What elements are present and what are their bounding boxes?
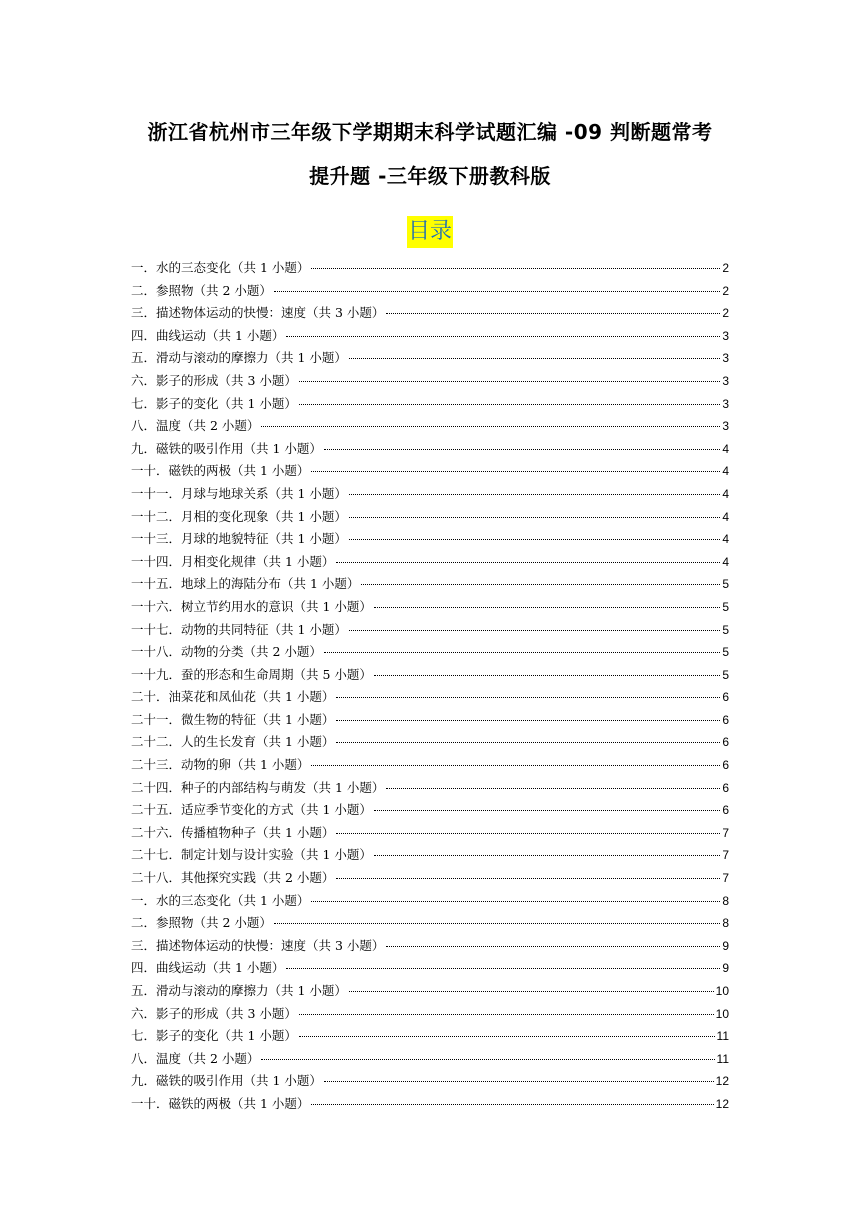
toc-dot-leader bbox=[349, 516, 720, 518]
toc-dot-leader bbox=[374, 606, 720, 608]
toc-entry[interactable] bbox=[131, 958, 729, 981]
toc-dot-leader bbox=[336, 832, 720, 834]
toc-entry[interactable] bbox=[131, 800, 729, 823]
toc-entry-page-number: 10 bbox=[715, 1006, 729, 1021]
toc-entry[interactable] bbox=[131, 981, 729, 1004]
toc-entry[interactable] bbox=[131, 348, 729, 371]
toc-entry[interactable] bbox=[131, 439, 729, 462]
toc-dot-leader bbox=[274, 290, 720, 292]
toc-entry-label: 一．水的三态变化（共 1 小题） bbox=[131, 260, 310, 275]
toc-entry[interactable] bbox=[131, 845, 729, 868]
toc-entry-page-number: 2 bbox=[722, 283, 729, 298]
toc-entry-page-number: 3 bbox=[722, 351, 729, 366]
toc-entry-page-number: 6 bbox=[722, 735, 729, 750]
toc-entry[interactable] bbox=[131, 755, 729, 778]
toc-entry-page-number: 3 bbox=[722, 396, 729, 411]
toc-dot-leader bbox=[386, 787, 720, 789]
toc-entry-page-number: 5 bbox=[722, 599, 729, 614]
toc-entry-page-number: 11 bbox=[716, 1029, 729, 1044]
toc-dot-leader bbox=[361, 583, 720, 585]
toc-entry-label: 四．曲线运动（共 1 小题） bbox=[131, 327, 285, 343]
toc-entry-label: 二十四．种子的内部结构与萌发（共 1 小题） bbox=[131, 779, 385, 795]
toc-entry-label: 一十八．动物的分类（共 2 小题） bbox=[131, 644, 322, 660]
toc-entry-label: 七．影子的变化（共 1 小题） bbox=[131, 1028, 297, 1044]
toc-entry-label: 一十一．月球与地球关系（共 1 小题） bbox=[131, 485, 347, 501]
toc-entry-page-number: 6 bbox=[722, 803, 729, 818]
toc-entry[interactable] bbox=[131, 868, 729, 891]
toc-dot-leader bbox=[349, 629, 720, 631]
toc-entry-label: 六．影子的形成（共 3 小题） bbox=[131, 372, 297, 388]
toc-dot-leader bbox=[311, 470, 720, 472]
toc-entry-label: 四．曲线运动（共 1 小题） bbox=[131, 960, 285, 976]
toc-entry[interactable] bbox=[131, 574, 729, 597]
toc-dot-leader bbox=[349, 538, 720, 540]
toc-dot-leader bbox=[286, 967, 720, 969]
toc-dot-leader bbox=[261, 425, 720, 427]
toc-entry-page-number: 4 bbox=[722, 464, 729, 479]
toc-heading-container bbox=[0, 216, 860, 248]
toc-entry[interactable] bbox=[131, 281, 729, 304]
toc-entry-label: 二十六．传播植物种子（共 1 小题） bbox=[131, 824, 335, 840]
toc-entry-label: 三．描述物体运动的快慢：速度（共 3 小题） bbox=[131, 305, 385, 321]
toc-entry-label: 五．滑动与滚动的摩擦力（共 1 小题） bbox=[131, 350, 347, 366]
toc-entry-page-number: 5 bbox=[722, 667, 729, 682]
toc-dot-leader bbox=[336, 561, 720, 563]
toc-entry[interactable] bbox=[131, 371, 729, 394]
toc-entry-label: 二十七．制定计划与设计实验（共 1 小题） bbox=[131, 847, 372, 863]
toc-entry-label: 六．影子的形成（共 3 小题） bbox=[131, 1005, 297, 1021]
toc-dot-leader bbox=[374, 809, 720, 811]
toc-entry[interactable] bbox=[131, 687, 729, 710]
toc-entry-label: 七．影子的变化（共 1 小题） bbox=[131, 395, 297, 411]
toc-entry[interactable] bbox=[131, 484, 729, 507]
toc-entry-page-number: 7 bbox=[722, 871, 729, 886]
toc-entry-page-number: 5 bbox=[722, 622, 729, 637]
toc-entry[interactable] bbox=[131, 642, 729, 665]
toc-dot-leader bbox=[336, 719, 720, 721]
toc-entry-label: 一十五．地球上的海陆分布（共 1 小题） bbox=[131, 576, 360, 592]
toc-entry-label: 一十三．月球的地貌特征（共 1 小题） bbox=[131, 531, 347, 547]
toc-dot-leader bbox=[299, 1035, 715, 1037]
toc-dot-leader bbox=[374, 674, 720, 676]
toc-entry[interactable] bbox=[131, 258, 729, 281]
toc-entry-label: 一十二．月相的变化现象（共 1 小题） bbox=[131, 508, 347, 524]
toc-entry[interactable] bbox=[131, 1049, 729, 1072]
toc-entry-label: 一十九．蚕的形态和生命周期（共 5 小题） bbox=[131, 666, 372, 682]
toc-entry[interactable] bbox=[131, 710, 729, 733]
toc-entry[interactable] bbox=[131, 778, 729, 801]
toc-dot-leader bbox=[336, 741, 720, 743]
toc-dot-leader bbox=[261, 1058, 714, 1060]
toc-entry[interactable] bbox=[131, 529, 729, 552]
toc-entry-page-number: 4 bbox=[722, 509, 729, 524]
toc-dot-leader bbox=[336, 877, 720, 879]
toc-entry[interactable] bbox=[131, 394, 729, 417]
toc-entry-page-number: 3 bbox=[722, 419, 729, 434]
toc-dot-leader bbox=[299, 1013, 714, 1015]
toc-dot-leader bbox=[299, 403, 720, 405]
toc-dot-leader bbox=[324, 448, 720, 450]
toc-entry-label: 一十．磁铁的两极（共 1 小题） bbox=[131, 1095, 310, 1111]
toc-entry-page-number: 8 bbox=[722, 916, 729, 931]
toc-dot-leader bbox=[311, 267, 720, 269]
toc-dot-leader bbox=[336, 696, 720, 698]
toc-entry-label: 二十．油菜花和凤仙花（共 1 小题） bbox=[131, 689, 335, 705]
toc-entry-label: 一．水的三态变化（共 1 小题） bbox=[131, 892, 310, 908]
toc-entry-page-number: 3 bbox=[722, 373, 729, 388]
toc-entry-page-number: 6 bbox=[722, 690, 729, 705]
toc-entry-page-number: 4 bbox=[722, 532, 729, 547]
toc-dot-leader bbox=[311, 764, 720, 766]
toc-entry-page-number: 9 bbox=[722, 961, 729, 976]
toc-dot-leader bbox=[286, 335, 720, 337]
toc-entry-page-number: 4 bbox=[722, 486, 729, 501]
toc-entry-label: 一十．磁铁的两极（共 1 小题） bbox=[131, 463, 310, 479]
toc-entry-label: 九．磁铁的吸引作用（共 1 小题） bbox=[131, 440, 322, 456]
toc-entry-label: 九．磁铁的吸引作用（共 1 小题） bbox=[131, 1073, 322, 1089]
toc-entry-page-number: 5 bbox=[722, 645, 729, 660]
toc-entry-page-number: 6 bbox=[722, 712, 729, 727]
toc-entry-page-number: 11 bbox=[716, 1051, 729, 1066]
toc-dot-leader bbox=[386, 312, 720, 314]
toc-entry-page-number: 10 bbox=[715, 984, 729, 998]
toc-entry-label: 五．滑动与滚动的摩擦力（共 1 小题） bbox=[131, 983, 347, 998]
toc-entry[interactable] bbox=[131, 1071, 729, 1094]
toc-dot-leader bbox=[374, 854, 720, 856]
toc-entry[interactable] bbox=[131, 326, 729, 349]
toc-entry[interactable] bbox=[131, 891, 729, 914]
toc-entry-label: 二十二．人的生长发育（共 1 小题） bbox=[131, 734, 335, 750]
toc-entry-label: 一十四．月相变化规律（共 1 小题） bbox=[131, 553, 335, 569]
toc-entry-page-number: 8 bbox=[722, 893, 729, 908]
toc-dot-leader bbox=[274, 922, 720, 924]
toc-entry-page-number: 12 bbox=[715, 1074, 729, 1089]
toc-entry[interactable] bbox=[131, 823, 729, 846]
toc-entry[interactable] bbox=[131, 1004, 729, 1027]
document-title-line-1: 浙江省杭州市三年级下学期期末科学试题汇编 -09 判断题常考 bbox=[147, 120, 713, 144]
toc-entry-label: 二十一．微生物的特征（共 1 小题） bbox=[131, 711, 335, 727]
toc-entry-page-number: 4 bbox=[722, 441, 729, 456]
toc-entry[interactable] bbox=[131, 461, 729, 484]
toc-entry-label: 二．参照物（共 2 小题） bbox=[131, 282, 272, 298]
toc-entry-label: 二．参照物（共 2 小题） bbox=[131, 915, 272, 931]
toc-dot-leader bbox=[386, 945, 720, 947]
toc-entry-page-number: 9 bbox=[722, 938, 729, 953]
table-of-contents bbox=[131, 258, 729, 1117]
toc-dot-leader bbox=[349, 493, 720, 495]
document-title-line-2: 提升题 -三年级下册教科版 bbox=[309, 164, 551, 188]
toc-entry[interactable] bbox=[131, 1094, 729, 1117]
toc-entry-label: 三．描述物体运动的快慢：速度（共 3 小题） bbox=[131, 937, 385, 953]
toc-entry-page-number: 7 bbox=[722, 825, 729, 840]
toc-entry[interactable] bbox=[131, 552, 729, 575]
toc-entry[interactable] bbox=[131, 1026, 729, 1049]
toc-entry[interactable] bbox=[131, 507, 729, 530]
toc-entry[interactable] bbox=[131, 597, 729, 620]
toc-entry-label: 二十五．适应季节变化的方式（共 1 小题） bbox=[131, 802, 372, 818]
toc-entry-label: 二十八．其他探究实践（共 2 小题） bbox=[131, 870, 335, 886]
toc-entry[interactable] bbox=[131, 913, 729, 936]
toc-entry-label: 二十三．动物的卵（共 1 小题） bbox=[131, 757, 310, 773]
toc-entry-label: 一十六．树立节约用水的意识（共 1 小题） bbox=[131, 598, 372, 614]
toc-dot-leader bbox=[324, 651, 720, 653]
toc-dot-leader bbox=[299, 380, 720, 382]
toc-entry-page-number: 3 bbox=[722, 328, 729, 343]
toc-entry-page-number: 6 bbox=[722, 758, 729, 773]
toc-dot-leader bbox=[349, 357, 720, 359]
toc-entry-page-number: 12 bbox=[715, 1096, 729, 1111]
toc-entry-label: 一十七．动物的共同特征（共 1 小题） bbox=[131, 621, 347, 637]
toc-entry[interactable] bbox=[131, 732, 729, 755]
toc-entry[interactable] bbox=[131, 303, 729, 326]
toc-dot-leader bbox=[311, 1103, 713, 1105]
toc-entry-label: 八．温度（共 2 小题） bbox=[131, 418, 260, 434]
toc-entry-label: 八．温度（共 2 小题） bbox=[131, 1050, 260, 1066]
toc-entry-page-number: 2 bbox=[722, 306, 729, 321]
toc-entry[interactable] bbox=[131, 665, 729, 688]
toc-entry-page-number: 7 bbox=[722, 848, 729, 863]
toc-dot-leader bbox=[311, 900, 720, 902]
toc-dot-leader bbox=[324, 1080, 714, 1082]
toc-entry-page-number: 5 bbox=[722, 577, 729, 592]
toc-entry-page-number: 4 bbox=[722, 554, 729, 569]
toc-entry[interactable] bbox=[131, 936, 729, 959]
toc-entry[interactable] bbox=[131, 620, 729, 643]
toc-entry-page-number: 6 bbox=[722, 780, 729, 795]
toc-entry-page-number: 2 bbox=[722, 261, 729, 275]
toc-heading: 目录 bbox=[407, 216, 453, 248]
toc-entry[interactable] bbox=[131, 416, 729, 439]
toc-dot-leader bbox=[349, 990, 714, 992]
